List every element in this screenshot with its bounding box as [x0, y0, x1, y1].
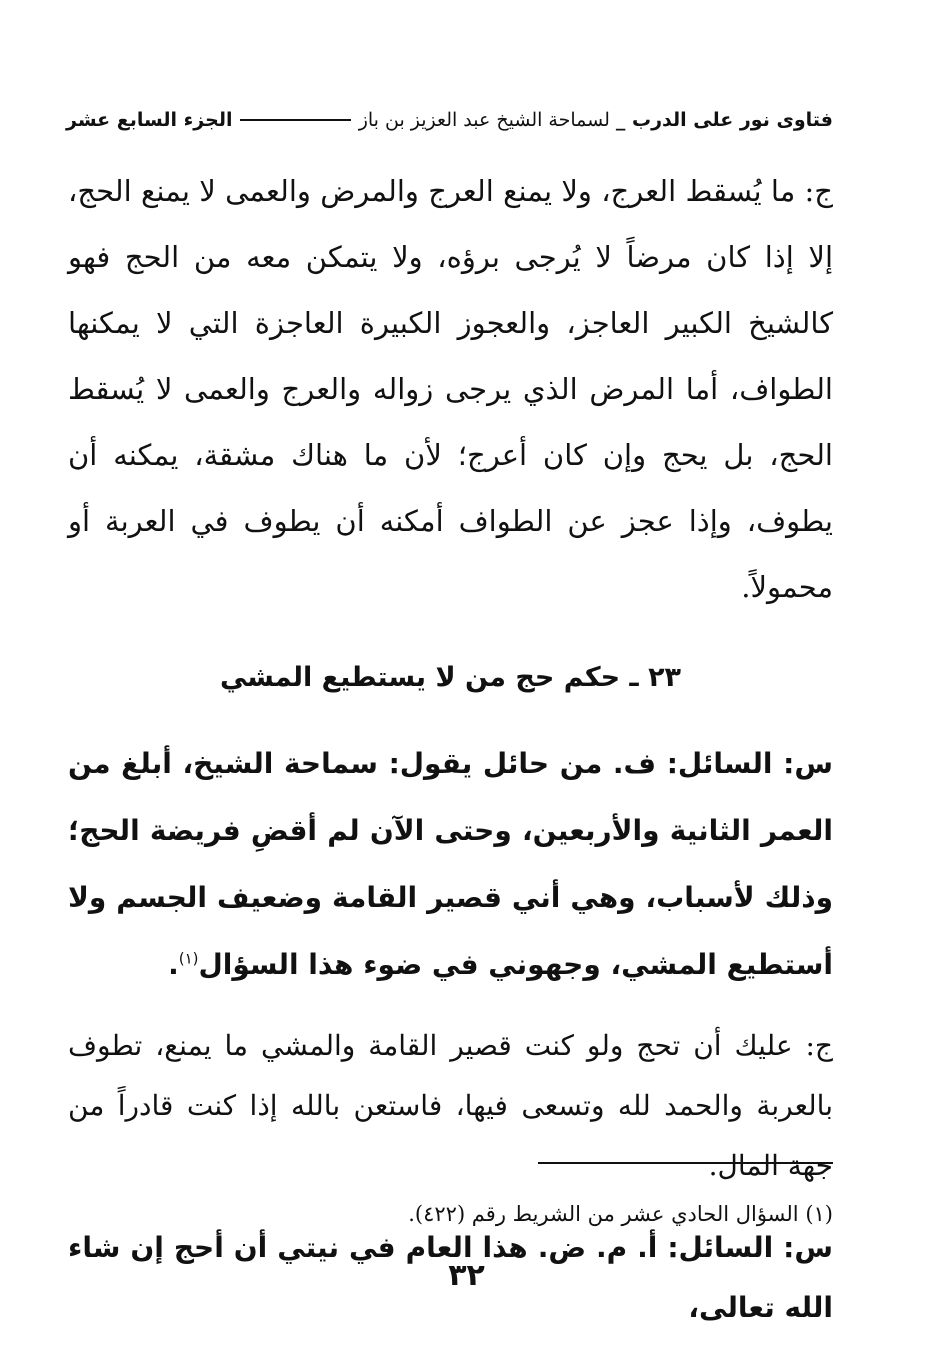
question-1-end: . [168, 948, 179, 981]
header-volume: الجزء السابع عشر [66, 109, 233, 131]
header-rule [240, 119, 350, 121]
header-series-title: فتاوى نور على الدرب _ [615, 109, 833, 131]
question-paragraph-1 [68, 730, 833, 998]
answer-paragraph-1: ج: ما يُسقط العرج، ولا يمنع العرج والمرض والعمى لا يمنع الحج، إلا إذا كان مرضاً لا يُرجى برؤه، ولا يتمكن معه من الحج فهو كالشيخ الكبير العاجز، والعجوز الكبيرة العاجزة التي لا يمكنها الطواف، أما المرض الذي يرجى زواله والعرج والعمى لا يُسقط الحج، بل يحج وإن كان أعرج؛ لأن ما هناك مشقة، يمكنه أن يطوف، وإذا عجز عن الطواف أمكنه أن يطوف في العربة أو محمولاً. [68, 174, 833, 604]
footnote: (١) السؤال الحادي عشر من الشريط رقم (٤٢٢). [408, 1202, 833, 1226]
question-1-text: س: السائل: ف. من حائل يقول: سماحة الشيخ، أبلغ من العمر الثانية والأربعين، وحتى الآن لم أقضِ فريضة الحج؛ وذلك لأسباب، وهي أني قصير القامة وضعيف الجسم ولا أستطيع المشي، وجهوني في ضوء هذا السؤال [68, 747, 833, 981]
running-header [66, 100, 833, 140]
footnote-rule [538, 1162, 833, 1164]
page-number: ٣٢ [448, 1258, 485, 1293]
answer-paragraph-2: ج: عليك أن تحج ولو كنت قصير القامة والمشي ما يمنع، تطوف بالعربة والحمد لله وتسعى فيها، فاستعن بالله إذا كنت قادراً من جهة المال. [68, 1029, 833, 1182]
header-author: لسماحة الشيخ عبد العزيز بن باز [358, 109, 610, 131]
page-body [68, 158, 833, 1338]
section-title: ٢٣ ـ حكم حج من لا يستطيع المشي [219, 662, 682, 693]
footnote-reference[interactable]: (١) [178, 949, 199, 968]
question-paragraph-2: س: السائل: أ. م. ض. هذا العام في نيتي أن أحج إن شاء الله تعالى، [68, 1231, 833, 1324]
